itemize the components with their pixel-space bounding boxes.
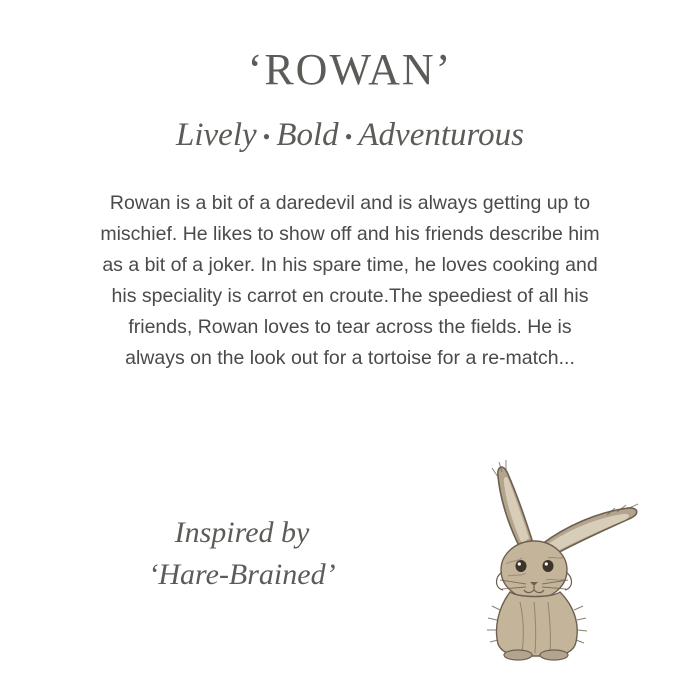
hare-illustration [402,452,652,662]
character-description: Rowan is a bit of a daredevil and is always getting up to mischief. He likes to show off and his friends describe him as a bit of a joker. In his spare time, he loves cooking and his speciality is carrot en croute.The speediest of all his friends, Rowan loves to tear across the fields. He is always on the look out for a tortoise for a re-match... [100,192,600,369]
page-title: ‘ROWAN’ [247,45,453,94]
inspired-by-label: Inspired by [174,516,310,549]
trait-2: Bold [276,117,339,153]
trait-line [0,95,700,154]
inspired-by-source: ‘Hare-Brained’ [148,558,336,591]
inspired-by-block [92,512,392,596]
trait-3: Adventurous [358,117,524,153]
trait-separator-2: • [344,124,353,150]
trait-separator-1: • [262,124,271,150]
trait-1: Lively [176,117,257,153]
